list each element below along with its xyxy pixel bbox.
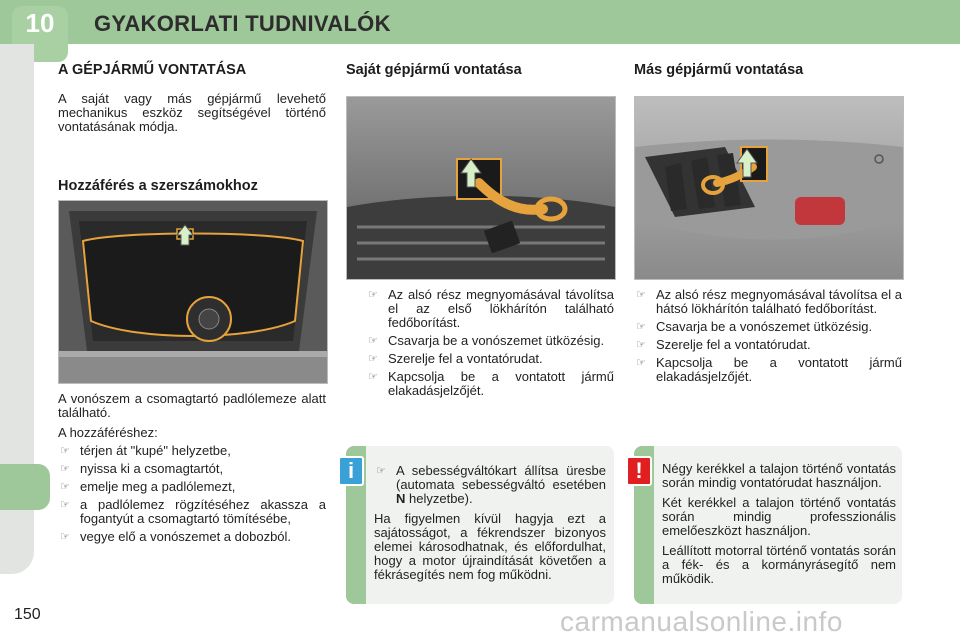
warning-text: Leállított motorral történő vontatás során a fék- és a kormányrásegítő nem működik. bbox=[662, 543, 896, 586]
page-title: GYAKORLATI TUDNIVALÓK bbox=[94, 11, 391, 36]
location-text: A vonószem a csomagtartó padlólemeze alatt található. bbox=[58, 391, 326, 420]
info-icon: i bbox=[338, 456, 364, 486]
warning-box bbox=[634, 446, 902, 604]
left-lower bbox=[58, 392, 326, 548]
middle-column bbox=[346, 62, 614, 78]
pointer-icon: ☞ bbox=[636, 289, 646, 301]
list-item: ☞ Csavarja be a vonószemet ütközésig. bbox=[636, 319, 873, 334]
middle-steps-block bbox=[366, 288, 614, 402]
warning-content bbox=[662, 462, 896, 586]
info-box bbox=[346, 446, 614, 604]
chapter-number: 10 bbox=[25, 8, 55, 38]
page-number: 150 bbox=[14, 606, 41, 623]
chapter-marker bbox=[0, 464, 50, 510]
pointer-icon: ☞ bbox=[368, 289, 378, 301]
list-item: ☞ vegye elő a vonószemet a dobozból. bbox=[60, 529, 292, 544]
pointer-icon: ☞ bbox=[368, 335, 378, 347]
list-item: ☞ Kapcsolja be a vontatott jármű elakadásjelzőjét. bbox=[368, 369, 614, 398]
access-steps bbox=[58, 444, 326, 544]
rear-bumper-illustration bbox=[635, 97, 903, 279]
warning-text: Két kerékkel a talajon történő vontatás során mindig professzionális emelőeszközt használjon. bbox=[662, 495, 896, 538]
right-steps bbox=[634, 288, 902, 384]
list-item: ☞ Szerelje fel a vontatórudat. bbox=[368, 351, 543, 366]
middle-title: Saját gépjármű vontatása bbox=[346, 62, 522, 78]
list-item: ☞ Csavarja be a vonószemet ütközésig. bbox=[368, 333, 605, 348]
right-title: Más gépjármű vontatása bbox=[634, 62, 804, 78]
pointer-icon: ☞ bbox=[60, 531, 70, 543]
pointer-icon: ☞ bbox=[60, 445, 70, 457]
pointer-icon: ☞ bbox=[368, 353, 378, 365]
right-column bbox=[634, 62, 902, 78]
list-item: ☞ Szerelje fel a vontatórudat. bbox=[636, 337, 811, 352]
pointer-icon: ☞ bbox=[60, 463, 70, 475]
side-strip bbox=[0, 44, 34, 574]
watermark: carmanualsonline.info bbox=[560, 606, 843, 637]
access-label: A hozzáféréshez: bbox=[58, 425, 158, 440]
list-item: ☞ nyissa ki a csomagtartót, bbox=[60, 461, 224, 476]
front-tow-photo bbox=[346, 96, 616, 280]
list-item: ☞ térjen át "kupé" helyzetbe, bbox=[60, 443, 231, 458]
pointer-icon: ☞ bbox=[376, 465, 386, 477]
intro-text: A saját vagy más gépjármű levehető mechanikus eszköz segítségével történő vontatásának módja. bbox=[58, 91, 326, 134]
info-bullet bbox=[374, 464, 606, 506]
pointer-icon: ☞ bbox=[60, 499, 70, 511]
pointer-icon: ☞ bbox=[60, 481, 70, 493]
list-item: ☞ a padlólemez rögzítéséhez akassza a fogantyút a csomagtartó tömítésébe, bbox=[60, 497, 326, 526]
pointer-icon: ☞ bbox=[368, 371, 378, 383]
warning-icon: ! bbox=[626, 456, 652, 486]
list-item: ☞ Az alsó rész megnyomásával távolítsa el az első lökhárítón található fedőborítást. bbox=[368, 287, 614, 330]
list-item: ☞ emelje meg a padlólemezt, bbox=[60, 479, 236, 494]
pointer-icon: ☞ bbox=[636, 321, 646, 333]
section-title: A GÉPJÁRMŰ VONTATÁSA bbox=[58, 62, 247, 78]
list-item: ☞ A sebességváltókart állítsa üresbe (automata sebességváltó esetében N helyzetbe). bbox=[376, 463, 606, 506]
info-text: Ha figyelmen kívül hagyja ezt a sajátosságot, a fékrendszer bizonyos elemei károsodhatnak, és előfordulhat, hogy a motor újraindítását követően a fékrásegítés nem fog működni. bbox=[374, 511, 606, 582]
pointer-icon: ☞ bbox=[636, 339, 646, 351]
pointer-icon: ☞ bbox=[636, 357, 646, 369]
list-item: ☞ Az alsó rész megnyomásával távolítsa el a hátsó lökhárítón található fedőborítást. bbox=[636, 287, 902, 316]
rear-tow-photo bbox=[634, 96, 904, 280]
warning-text: Négy kerékkel a talajon történő vontatás során mindig vontatórudat használjon. bbox=[662, 461, 896, 490]
access-title: Hozzáférés a szerszámokhoz bbox=[58, 178, 258, 194]
middle-steps bbox=[366, 288, 614, 398]
front-bumper-illustration bbox=[347, 97, 615, 279]
right-steps-block bbox=[634, 288, 902, 388]
list-item: ☞ Kapcsolja be a vontatott jármű elakadásjelzőjét. bbox=[636, 355, 902, 384]
trunk-illustration bbox=[59, 201, 327, 383]
info-content bbox=[374, 464, 606, 582]
left-column bbox=[58, 62, 326, 194]
trunk-photo bbox=[58, 200, 328, 384]
